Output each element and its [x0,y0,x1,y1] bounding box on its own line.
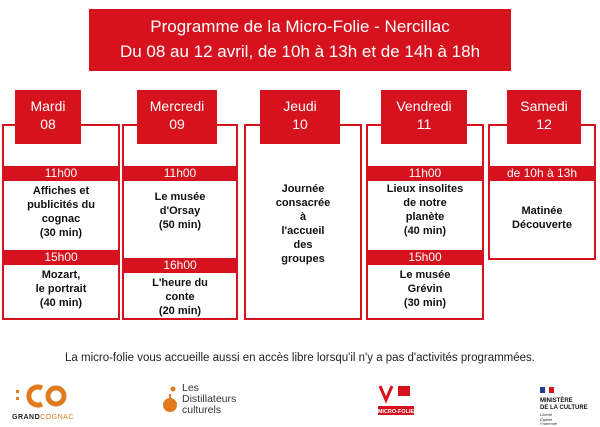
activity-text: Affiches et publicités du cognac (30 min) [27,185,95,239]
distillateurs-logo: Les Distillateurs culturels [162,383,236,416]
micro-folie-icon [376,380,416,418]
day-header-mercredi: Mercredi 09 [137,90,217,144]
day-header-mardi: Mardi 08 [15,90,81,144]
day-card-mercredi [122,124,238,320]
banner-title: Programme de la Micro-Folie - Nercillac [150,17,450,36]
footer-note: La micro-folie vous accueille aussi en accès libre lorsqu'il n'y a pas d'activités programmées. [65,352,535,364]
time-bar: 11h00 [124,166,236,181]
day-card-vendredi [366,124,484,320]
day-card-samedi [488,124,596,260]
day-header-samedi: Samedi 12 [507,90,581,144]
ministere-culture-logo: MINISTÈRE DE LA CULTURE Liberté Égalité Fraternité [540,380,588,427]
activity-text: Lieux insolites de notre planète (40 min) [386,183,464,237]
time-bar: 11h00 [368,166,482,181]
time-bar: 11h00 [4,166,118,181]
day-header-jeudi: Jeudi 10 [260,90,340,144]
activity-text: Matinée Découverte [512,205,572,231]
activity-text: L'heure du conte (20 min) [152,277,208,317]
activity-text: Le musée Grévin (30 min) [399,269,451,309]
time-bar: 15h00 [368,250,482,265]
activity-text: Mozart, le portrait (40 min) [35,269,87,309]
grand-cognac-icon [12,384,70,408]
time-bar: 16h00 [124,258,236,273]
activity-text: Journée consacrée à l'accueil des groupes [275,183,331,265]
alembic-icon [162,385,178,415]
marianne-icon [540,387,554,393]
svg-text:MICRO-FOLIE: MICRO-FOLIE [377,409,415,415]
day-card-jeudi [244,124,362,320]
banner-dates: Du 08 au 12 avril, de 10h à 13h et de 14h à 18h [119,42,481,61]
grand-cognac-logo: GRANDCOGNAC [12,384,74,421]
day-card-mardi [2,124,120,320]
time-bar: de 10h à 13h [490,166,594,181]
day-header-vendredi: Vendredi 11 [381,90,467,144]
micro-folie-logo [376,380,416,418]
activity-text: Le musée d'Orsay (50 min) [154,191,206,231]
title-banner [89,9,511,71]
time-bar: 15h00 [4,250,118,265]
